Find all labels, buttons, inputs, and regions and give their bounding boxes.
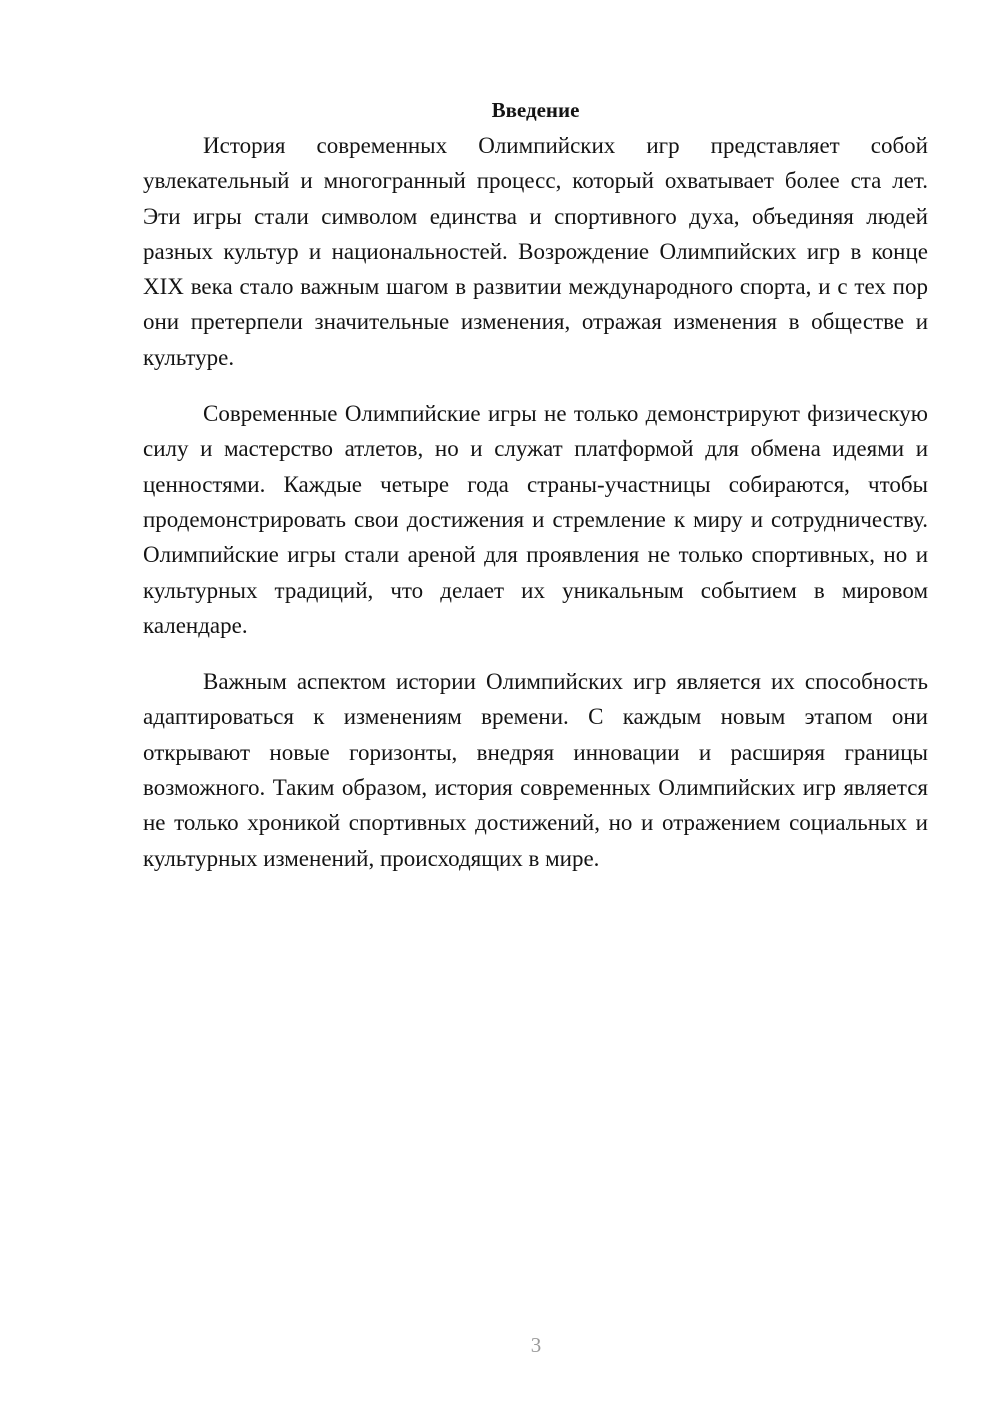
paragraph-2: Современные Олимпийские игры не только демонстрируют физическую силу и мастерство атлетов, но и служат платформой для обмена идеями и ценностями. Каждые четыре года страны-участницы собираются, чтобы продемонстрировать свои достижения и стремление к миру и сотрудничеству. Олимпийские игры стали ареной для проявления не только спортивных, но и культурных традиций, что делает их уникальным событием в мировом календаре.	[143, 401, 928, 638]
paragraph-3: Важным аспектом истории Олимпийских игр является их способность адаптироваться к изменениям времени. С каждым новым этапом они открывают новые горизонты, внедряя инновации и расширяя границы возможного. Таким образом, история современных Олимпийских игр является не только хроникой спортивных достижений, но и отражением социальных и культурных изменений, происходящих в мире.	[143, 669, 928, 871]
page-number: 3	[530, 1333, 542, 1357]
page-content	[143, 95, 928, 897]
page-title: Введение	[491, 98, 580, 122]
paragraph-1: История современных Олимпийских игр представляет собой увлекательный и многогранный процесс, который охватывает более ста лет. Эти игры стали символом единства и спортивного духа, объединяя людей разных культур и национальностей. Возрождение Олимпийских игр в конце XIX века стало важным шагом в развитии международного спорта, и с тех пор они претерпели значительные изменения, отражая изменения в обществе и культуре.	[143, 133, 928, 370]
